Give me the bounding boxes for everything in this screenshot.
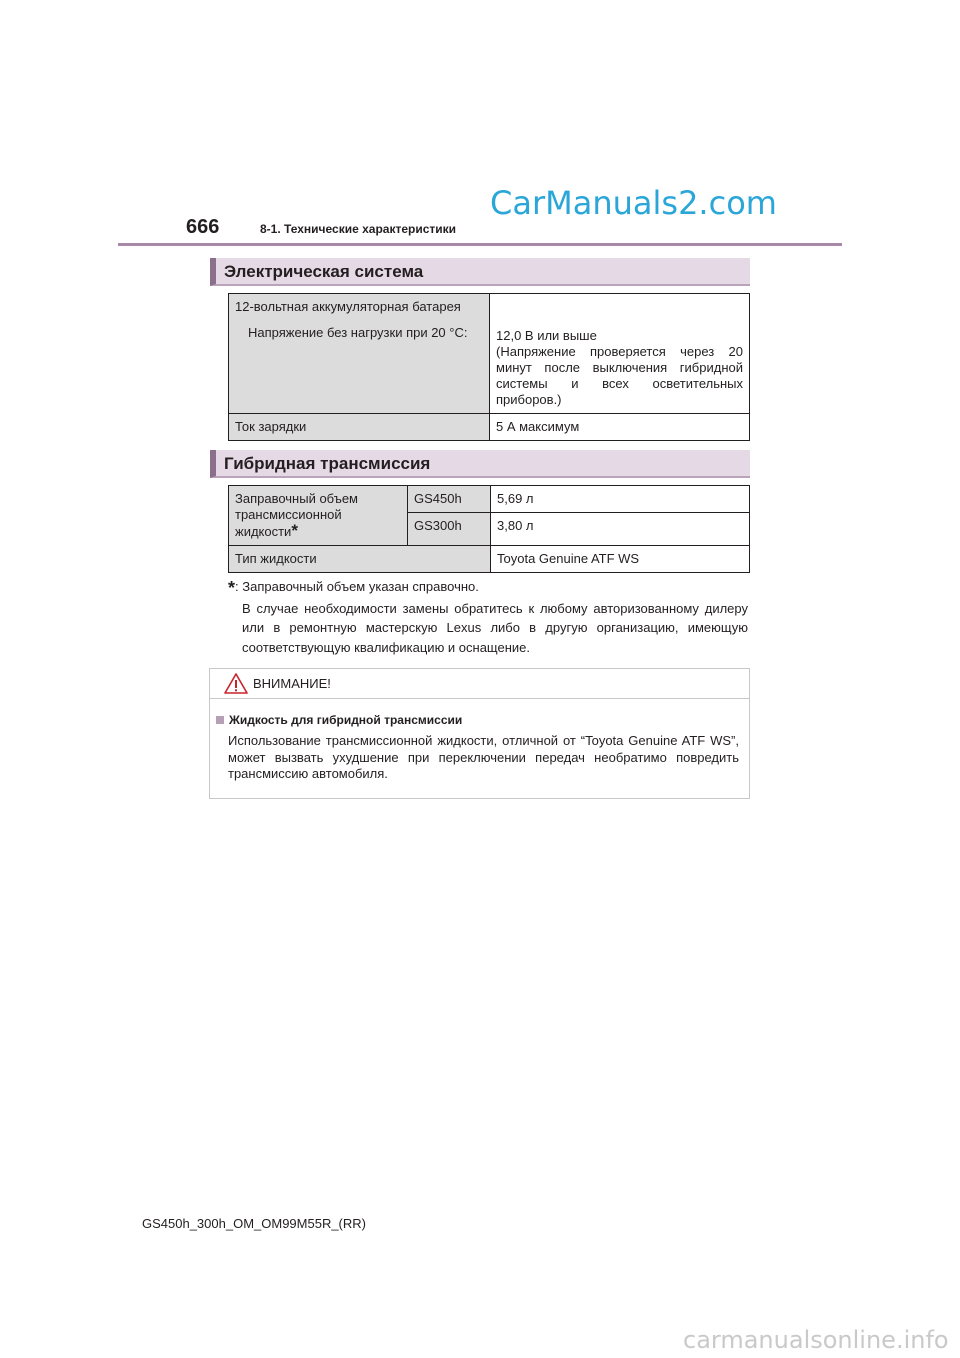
electrical-table [228,293,750,441]
caution-box [209,668,750,799]
voltage-label: Напряжение без нагрузки при 20 °C: [248,325,468,340]
capacity-gs300h: 3,80 л [491,513,750,546]
caution-body: Использование трансмиссионной жидкости, отличной от “Toyota Genuine ATF WS”, может вызвать ухудшение при переключении передач необратимо повредить трансмиссию автомобиля. [228,733,739,781]
square-bullet-icon [216,716,224,724]
battery-cell [229,294,490,414]
fluid-type-label: Тип жидкости [229,546,491,573]
voltage-note: (Напряжение проверяется через 20 минут после выключения гибридной системы и всех осветительных приборов.) [496,344,743,407]
footnote-line2: В случае необходимости замены обратитесь к любому авторизованному дилеру или в ремонтную мастерскую Lexus либо в другую организацию, имеющую соответствующую квалификацию и оснащение. [242,600,748,655]
caution-heading [216,713,462,727]
watermark-logo[interactable]: CarManuals2.com [490,184,777,222]
capacity-gs450h: 5,69 л [491,486,750,513]
electrical-section-title: Электрическая система [210,258,750,286]
model-gs450h: GS450h [408,486,491,513]
footnote [228,577,748,657]
caution-header [210,669,749,699]
warning-triangle-icon [224,673,248,694]
charge-label: Ток зарядки [229,414,490,441]
transmission-table [228,485,750,573]
voltage-value-cell [490,294,750,414]
transmission-section-title: Гибридная трансмиссия [210,450,750,478]
footer-watermark[interactable]: carmanualsonline.info [683,1326,949,1354]
caution-heading-text: Жидкость для гибридной трансмиссии [229,713,463,727]
footnote-star: * [228,578,236,598]
capacity-label-cell [229,486,408,546]
caution-label: ВНИМАНИЕ! [253,676,331,691]
charge-value: 5 А максимум [490,414,750,441]
footer-code: GS450h_300h_OM_OM99M55R_(RR) [142,1216,366,1231]
fluid-type-value: Toyota Genuine ATF WS [491,546,750,573]
voltage-value: 12,0 В или выше [496,328,597,343]
model-gs300h: GS300h [408,513,491,546]
section-heading: 8-1. Технические характеристики [260,222,457,236]
battery-label: 12-вольтная аккумуляторная батарея [235,299,461,314]
footnote-line1: : Заправочный объем указан справочно. [235,579,479,594]
capacity-star: * [291,521,298,540]
capacity-label: Заправочный объем трансмиссионной жидкости [235,491,358,539]
page-number: 666 [186,216,220,238]
header-rule [118,243,842,246]
